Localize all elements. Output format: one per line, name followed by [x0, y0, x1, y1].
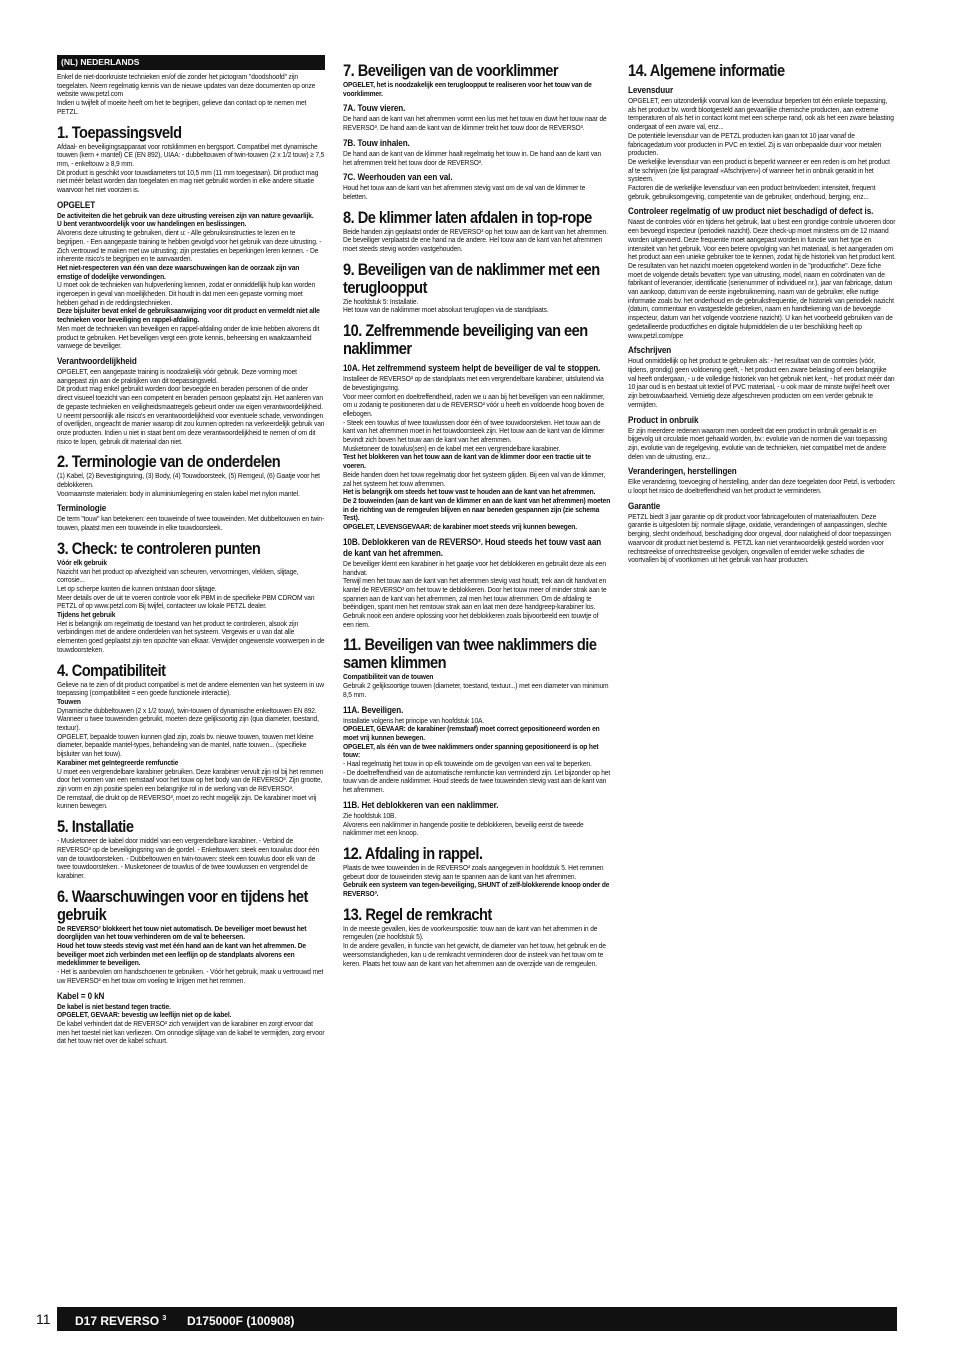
paragraph: De hand aan de kant van de klimmer haalt regelmatig het touw in. De hand aan de kant van het afremmen trekt het touw door de REVERSO³. — [343, 148, 602, 167]
subsection-heading: 7C. Weerhouden van een val. — [343, 172, 453, 183]
bold-paragraph: Gebruik een systeem van tegen-beveiliging, SHUNT of zelf-blokkerende knoop onder de REVERSO³. — [343, 880, 610, 899]
paragraph: Men moet de technieken van beveiligen en rappel-afdaling onder de knie hebben alvorens dit product te gebruiken. Het beveiligen vergt een grote kennis, beheersing en waakzaamheid vanwege de beveiliger. — [57, 323, 320, 351]
column-3 — [628, 55, 896, 1285]
subsection-heading: Controleer regelmatig of uw product niet beschadigd of defect is. — [628, 206, 874, 217]
paragraph: Meer details over de uit te voeren controle voor elk PBM in de specifieke PBM CDROM van PETZL of op www.petzl.com Bij twijfel, contacteer uw lokale PETZL dealer. — [57, 592, 315, 611]
paragraph: - Haal regelmatig het touw in op elk touweinde om de gevolgen van een val te beperken. — [343, 759, 592, 769]
bold-paragraph: Test het blokkeren van het touw aan de kant van de klimmer door een tractie uit te voeren. — [343, 452, 591, 471]
bold-paragraph: Tijdens het gebruik — [57, 610, 116, 620]
paragraph: OPGELET, bepaalde touwen kunnen glad zijn, zoals bv. nieuwe touwen, touwen met kleine diameter, bepaalde mantel-types, behandeling van de mantel, natte touwen... (specifieke bijsluiter van het touw). — [57, 731, 314, 759]
paragraph: De potentiële levensduur van de PETZL producten kan gaan tot 10 jaar vanaf de fabricagedatum voor producten in PVC en textiel. Zij is van onbepaalde duur voor metalen producten. — [628, 130, 882, 158]
section-heading: 14. Algemene informatie — [628, 61, 785, 80]
paragraph: - Het is aanbevolen om handschoenen te gebruiken. - Vóór het gebruik, maak u vertrouwd met uw REVERSO³ en het touw om voeling te krijgen met het remmen. — [57, 967, 324, 985]
bold-paragraph: Karabiner met geïntegreerde remfunctie — [57, 757, 179, 767]
paragraph: De term "touw" kan betekenen: een touweinde of twee touweinden. Met dubbeltouwen en twin-touwen, plaatst men een touweinde in elke touwdoorsteek. — [57, 514, 325, 533]
paragraph: In de andere gevallen, in functie van het gewicht, de diameter van het touw, het gebruik en de weersomstandigheden, kan u de remkracht verminderen door de insteek van het touw om te keren. Plaats het touw aan de kant van het afremmen aan de overzijde van de remgeulen. — [343, 941, 606, 968]
paragraph: De beveiliger klemt een karabiner in het gaatje voor het deblokkeren en gebruikt deze als een handvat. — [343, 558, 606, 577]
product-name: D17 REVERSO — [75, 1314, 160, 1328]
paragraph: Elke verandering, toevoeging of herstelling, ander dan deze toegelaten door Petzl, is verboden: u loopt het risico de doeltreffendheid van het product te verminderen. — [628, 477, 896, 496]
paragraph: In de meeste gevallen, kies de voorkeurspositie: touw aan de kant van het afremmen in de remgeulen (zie hoofdstuk 5). — [343, 923, 598, 942]
paragraph: Plaats de twee touweinden in de REVERSO³ zoals aangegeven in hoofdstuk 5. Het remmen gebeurt door de touweinden stevig aan te spannen aan de kant van het afremmen. — [343, 862, 604, 881]
paragraph: Terwijl men het touw aan de kant van het afremmen stevig vast houdt, trek aan dit handvat en kantel de REVERSO³ om het touw te deblokkeren. Door het touw meer of minder strak aan te spannen aan de kant van het afremmen, zal men het touw afremmen. Om de afdaling te beëindigen, spant men het remtouw strak aan en laat men deze handgreep-karabiner los. — [343, 576, 607, 612]
paragraph: Zie hoofdstuk 10B. — [343, 810, 397, 820]
bold-paragraph: De activiteiten die het gebruik van deze uitrusting vereisen zijn van nature gevaarlijk. — [57, 210, 314, 220]
paragraph: Enkel de niet-doorkruiste technieken en/of die zonder het pictogram "doodshoofd" zijn toegelaten. Neem regelmatig kennis van de nieuwe updates van deze documenten op onze website www.petzl.com — [57, 72, 316, 99]
subsection-heading: Garantie — [628, 500, 661, 511]
subsection-heading: Afschrijven — [628, 345, 672, 356]
paragraph: Dit product is geschikt voor touwdiameters tot 10,5 mm (11 mm toegestaan). Dit product mag niet méér belast worden dan toegelaten en mag niet gebruikt worden in elke andere situatie waarvoor het niet voorzien is. — [57, 167, 319, 195]
paragraph: Beide handen doen het touw regelmatig door het systeem glijden. Bij een val van de klimmer, zal het systeem het touw afremmen. — [343, 469, 606, 488]
subsection-heading: 7B. Touw inhalen. — [343, 137, 410, 148]
paragraph: - De doeltreffendheid van de automatische remfunctie kan verminderd zijn. Let bijzonder op het touw van de andere naklimmer. Houd steeds de twee touweinden stevig vast aan de kant van het afremmen. — [343, 767, 611, 795]
bold-paragraph: OPGELET, GEVAAR: bevestig uw leeflijn niet op de kabel. — [57, 1010, 232, 1020]
section-heading: 8. De klimmer laten afdalen in top-rope — [343, 207, 592, 227]
bold-paragraph: OPGELET, GEVAAR: de karabiner (remstaaf) moet correct gepositioneerd worden en moet vrij kunnen bewegen. — [343, 724, 600, 742]
paragraph: Indien u twijfelt of moeite heeft om het te begrijpen, gelieve dan contact op te nemen met PETZL. — [57, 98, 307, 116]
paragraph: Er zijn meerdere redenen waarom men oordeelt dat een product in onbruik geraakt is en bijgevolg uit circulatie moet gehaald worden, bv.: evolutie van de normen die van toepassing zijn, evolutie van de regelgeving, evolutie van de technieken, niet compatibel met de andere delen van de uitrusting, enz... — [628, 425, 887, 461]
paragraph: De remstaaf, die drukt op de REVERSO³, moet zo recht mogelijk zijn. De karabiner moet vrij kunnen bewegen. — [57, 792, 317, 811]
section-heading: 9. Beveiligen van de naklimmer met een terugloopput — [343, 259, 600, 297]
paragraph: Beide handen zijn geplaatst onder de REVERSO³ op het touw aan de kant van het afremmen. De beveiliger verplaatst de ene hand na de andere. Hel touw aan de kant van het afremmen moet steeds stevig worden vastgehouden. — [343, 226, 608, 254]
subsection-heading: Verantwoordelijkheid — [57, 355, 137, 366]
paragraph: Factoren die de werkelijke levensduur van een product beïnvloeden: intensiteit, frequent gebruik, gebruiksomgeving, competentie van de gebruiker, onderhoud, berging, enz... — [628, 183, 876, 201]
subsection-heading: 11A. Beveiligen. — [343, 704, 404, 715]
bold-paragraph: OPGELET, LEVENSGEVAAR: de karabiner moet steeds vrij kunnen bewegen. — [343, 522, 577, 532]
paragraph: Alvorens deze uitrusting te gebruiken, dient u: - Alle gebruiksinstructies te lezen en te begrijpen. - Een aangepaste training te hebben gevolgd voor het gebruik van deze uitrusting. - Zich vertrouwd te maken met uw uitrusting; zijn prestaties en beperkingen leren kennen. - De inherente risico's te begrijpen en te aanvaarden. — [57, 228, 322, 264]
paragraph: - Steek een touwlus of twee touwlussen door één of twee touwdoorsteken. Het touw aan de kant van het afremmen moet in het touwdoorsteek zijn. Het touw aan de kant van de klimmer bevindt zich boven het touw aan de kant van het afremmen. — [343, 417, 605, 445]
bold-paragraph: Compatibiliteit van de touwen — [343, 672, 434, 682]
column-2 — [343, 55, 611, 1285]
paragraph: Installatie volgens het principe van hoofdstuk 10A. — [343, 715, 485, 725]
section-heading: 5. Installatie — [57, 817, 134, 837]
section-heading: 6. Waarschuwingen voor en tijdens het gebruik — [57, 886, 308, 924]
paragraph: OPGELET, een aangepaste training is noodzakelijk vóór gebruik. Deze vorming moet aangepast zijn aan de praktijken van dit toepassingsveld. — [57, 366, 297, 385]
section-heading: 12. Afdaling in rappel. — [343, 843, 483, 863]
section-heading: 13. Regel de remkracht — [343, 904, 492, 924]
subsection-heading: OPGELET — [57, 199, 96, 210]
paragraph: Het is belangrijk om regelmatig de toestand van het product te controleren, alsook zijn verbindingen met de andere onderdelen van het systeem. Vergewis er u van dat alle elementen goed geplaatst zijn ten opzichte van elkaar. Verwijder ongewenste voorwerpen in de touwdoorsteken. — [57, 618, 325, 654]
subsection-heading: 10A. Het zelfremmend systeem helpt de beveiliger de val te stoppen. — [343, 363, 601, 374]
paragraph: Gebruik nooit een andere oplossing voor het deblokkeren zoals bijvoorbeeld een touwtje of een riem. — [343, 611, 599, 629]
paragraph: Nazicht van het product op afvezigheid van scheuren, vervormingen, vlekken, slijtage, corrosie... — [57, 566, 299, 585]
bold-paragraph: De kabel is niet bestand tegen tractie. — [57, 1001, 171, 1011]
subsection-heading: 11B. Het deblokkeren van een naklimmer. — [343, 799, 499, 810]
language-bar: (NL) NEDERLANDS — [57, 55, 325, 70]
paragraph: Naast de controles vóór en tijdens het gebruik, laat u best een grondige controle uitvoeren door een bevoegd inspecteur (periodiek nazicht). Deze check-up moet minstens om de 12 maand worden uitgevoerd. Deze frequentie moet aangepast worden in functie van het type en intensiteit van het gebruik. Voor een betere opvolging van het materiaal, is het aangeraden om het product aan een unieke gebruiker toe te kennen, zodat hij de historiek van het product kent. De resultaten van het nazicht moeten opgetekend worden in de "productfiche". Deze fiche moet de volgende details bevatten: type van uitrusting, model, naam en coördinaten van de fabrikant of leverancier, identificatie (serienummer of individueel nr.), jaar van fabricage, datum van aankoop, datum van de eerste ingebruikneming, naam van de gebruiker, elke nuttige informatie zoals bv. het onderhoud en de gebruiksfrequentie, de historiek van periodiek nazicht (datum, commentaar en vastgestelde gebreken, naam en handtekening van de bevoegde inspecteur, datum van het volgende voorziene nazicht). U kan het voorbeeld gebruiken van de gedetailleerde productfiches en digitale hulpmiddelen die u ter beschikking heeft op www.petzl.com/ppe — [628, 217, 896, 340]
paragraph: Dynamische dubbeltouwen (2 x 1/2 touw), twin-touwen of dynamische enkeltouwen EN 892. — [57, 705, 317, 715]
paragraph: OPGELET, een uitzonderlijk voorval kan de levensduur beperken tot één enkele toepassing, als het product bv. wordt blootgesteld aan gevaarlijke chemische producten, aan extreme temperaturen of als het in contact komt met een scherpe rand, ook als het een zware belasting ondergaat of een zware val, enz... — [628, 96, 894, 132]
bold-paragraph: De REVERSO³ blokkeert het touw niet automatisch. De beveiliger moet bewust het doorglijden van het touw verhinderen om de val te beheersen. — [57, 923, 307, 942]
paragraph: Voor meer comfort en doeltreffendheid, raden we u aan bij het beveiligen van een naklimmer, om u zodanig te positioneren dat u de REVERSO³ vóór u heeft en voldoende hoog boven de ellebogen. — [343, 391, 605, 418]
page-number: 11 — [36, 1311, 51, 1327]
bold-paragraph: Het niet-respecteren van één van deze waarschuwingen kan de oorzaak zijn van ernstige of dodelijke verwondingen. — [57, 262, 300, 281]
paragraph: U moet ook de technieken van hulpverlening kennen, zodat er onmiddellijk hulp kan worden ingeroepen in geval van moeilijkheden. Dit houdt in dat men een gepaste vorming moet hebben gehad in de reddingstechnieken. — [57, 280, 316, 307]
bold-paragraph: Touwen — [57, 696, 81, 706]
paragraph: Gebruik 2 gelijksoortige touwen (diameter, toestand, textuur...) met een diameter van minimum 8,5 mm. — [343, 681, 609, 699]
paragraph: Zie hoofdstuk 5: Installatie. — [343, 296, 419, 306]
paragraph: (1) Kabel, (2) Bevestigingsring, (3) Body, (4) Touwdoorsteek, (5) Remgeul, (6) Gaatje voor het deblokkeren. — [57, 471, 320, 490]
section-heading: 2. Terminologie van de onderdelen — [57, 452, 281, 472]
bold-paragraph: OPGELET, het is noodzakelijk een terugloopput te realiseren voor het touw van de voorklimmer. — [343, 80, 592, 98]
footer-bar — [57, 1307, 897, 1331]
subsection-heading: Veranderingen, herstellingen — [628, 466, 737, 477]
product-superscript: 3 — [162, 1315, 167, 1322]
paragraph: Let op scherpe kanten die kunnen ontstaan door slijtage. — [57, 583, 217, 593]
paragraph: De hand aan de kant van het afremmen vormt een lus met het touw en duwt het touw naar de REVERSO³. De hand aan de kant van de klimmer trekt het touw door de REVERSO³. — [343, 114, 607, 133]
paragraph: Voornaamste materialen: body in aluminiumlegering en stalen kabel met nylon mantel. — [57, 488, 300, 498]
paragraph: Wanneer u twee touweinden gebruikt, moeten deze gelijksoortig zijn (qua diameter, toestand, textuur). — [57, 714, 319, 733]
paragraph: Gelieve na te zien of dit product compatibel is met de andere elementen van het systeem in uw toepassing (compatibiliteit = een goede functionele interactie). — [57, 679, 324, 698]
bold-paragraph: Deze bijsluiter bevat enkel de gebruiksaanwijzing voor dit product en vermeldt niet alle technieken voor beveiliging en rappel-afdaling. — [57, 306, 320, 325]
paragraph: Installeer de REVERSO³ op de standplaats met een vergrendelbare karabiner, uitsluitend via de bevestigingsring. — [343, 374, 604, 392]
subsection-heading: 10B. Deblokkeren van de REVERSO³. Houd steeds het touw vast aan de kant van het afremmen. — [343, 536, 602, 558]
subsection-heading: Terminologie — [57, 503, 107, 514]
subsection-heading: Levensduur — [628, 85, 674, 95]
paragraph: Houd onmiddellijk op het product te gebruiken als: - het resultaat van de controles (vóór, tijdens, grondig) geen voldoening geeft, - het product een zware belasting of een belangrijke val heeft ondergaan, - u de volledige historiek van het gebruik niet kent, - het product méér dan 10 jaar oud is en bestaat uit textiel of PVC materiaal, - u ook maar de minste twijfel heeft over zijn betrouwbaarheid. Vernietig deze afgeschreven producten om een verder gebruik te vermijden. — [628, 356, 895, 409]
paragraph: Afdaal- en beveiligingsapparaat voor rotsklimmen en bergsport. Compatibel met dynamische touwen (kern + mantel) CE (EN 892), UIAA: - dubbeltouwen of twin-touwen (2 x 1/2 touw) ≥ 7,5 mm, - enkeltouw ≥ 8,9 mm. — [57, 141, 325, 168]
section-heading: 10. Zelfremmende beveiliging van een naklimmer — [343, 321, 588, 359]
paragraph: Musketoneer de touwlus(sen) en de kabel met een vergrendelbare karabiner. — [343, 443, 561, 453]
column-1 — [57, 55, 325, 1285]
paragraph: - Musketoneer de kabel door middel van een vergrendelbare karabiner. - Verbind de REVERSO³ op de beveiligingsring van de gordel. - Enkeltouwen: steek een touwlus door één van de touwdoorsteken. - Dubbeltouwen en twin-touwen: steek een touwlus door elk van de twee touwdoorsteken. - Musketoneer de touwlus of de twee touwlussen en vergrendel de karabiner. — [57, 836, 320, 880]
paragraph: U neemt persoonlijk alle risico's en verantwoordelijkheid voor eventuele schade, verwondingen of overlijden, ongeacht de manier waarop dit zou kunnen optreden na verkeerdelijk gebruik van onze producten. Indien u niet in staat bent om deze verantwoordelijkheid te nemen of om dit risico te lopen, gebruik dit materiaal dan niet. — [57, 410, 325, 446]
document-code: D175000F (100908) — [186, 1314, 295, 1328]
bold-paragraph: Vóór elk gebruik — [57, 557, 107, 567]
subsection-heading: 7A. Touw vieren. — [343, 103, 406, 114]
paragraph: De werkelijke levensduur van een product is beperkt wanneer er een reden is om het product af te schrijven (zie lijst paragraaf «Afschrijven») of wanneer het in onbruik geraakt in het systeem. — [628, 156, 890, 184]
bold-paragraph: De 2 touweinden (aan de kant van de klimmer en aan de kant van het afremmen) moeten in de richting van de remgeulen blijven en naar beneden gespannen zijn (zie schema Test). — [343, 495, 611, 523]
bold-paragraph: U bent verantwoordelijk voor uw handelingen en beslissingen. — [57, 219, 247, 229]
bold-paragraph: OPGELET, als één van de twee naklimmers onder spanning gepositioneerd is op het touw: — [343, 741, 599, 760]
paragraph: Alvorens een naklimmer in hangende positie te deblokkeren, beveilig eerst de tweede naklimmer met een knoop. — [343, 819, 584, 838]
subsection-heading: Product in onbruik — [628, 414, 699, 425]
section-heading: 11. Beveiligen van twee naklimmers die samen klimmen — [343, 635, 597, 673]
paragraph: U moet een vergrendelbare karabiner gebruiken. Deze karabiner vervult zijn rol bij het remmen door het vormen van een remstaaf voor het touw op het body van de REVERSO³. Zijn grootte, zijn vorm en zijn positie spelen een belangrijke rol in de werking van de REVERSO³. — [57, 766, 324, 793]
subsection-heading: Kabel = 0 kN — [57, 990, 105, 1001]
section-heading: 3. Check: te controleren punten — [57, 538, 261, 558]
paragraph: Dit product mag enkel gebruikt worden door bevoegde en beraden personen of die onder direct visueel toezicht van een competent en beraden persoon geplaatst zijn. Het aanleren van de gepaste technieken en veiligheidsmaatregels gebeurt onder uw eigen verantwoordelijkheid. — [57, 384, 323, 411]
section-heading: 4. Compatibiliteit — [57, 660, 166, 680]
section-heading: 7. Beveiligen van de voorklimmer — [343, 61, 559, 80]
bold-paragraph: Houd het touw steeds stevig vast met één hand aan de kant van het afremmen. De beveiliger moet zich verbinden met een leeflijn op de standplaats alvorens een medeklimmer te beveiligen. — [57, 941, 306, 968]
section-heading: 1. Toepassingsveld — [57, 122, 182, 142]
paragraph: Houd het touw aan de kant van het afremmen stevig vast om de val van de klimmer te beletten. — [343, 183, 586, 201]
paragraph: Het touw van de naklimmer moet absoluut teruglopen via de standplaats. — [343, 305, 549, 315]
paragraph: De kabel verhindert dat de REVERSO³ zich verwijdert van de karabiner en zorgt ervoor dat men het toestel niet kan verliezen. Om onnodige slijtage van de kabel te vermijden, zorg ervoor dat het touw niet over de kabel schuurt. — [57, 1018, 325, 1046]
paragraph: PETZL biedt 3 jaar garantie op dit product voor fabricagefouten of materiaalfouten. Deze garantie is uitgesloten bij: normale slijtage, oxidatie, veranderingen of aanpassingen, slechte berging, slecht onderhoud, beschadiging door ongeval, door nalatigheid of door toepassingen waarvoor dit product niet bestemd is. PETZL kan niet verantwoordelijk gesteld worden voor rechtstreekse of onrechtstreekse gevolgen, ongevallen of eender welke schades die voortvallen bij of voortkomen uit het gebruik van haar producten. — [628, 511, 891, 565]
bold-paragraph: Het is belangrijk om steeds het touw vast te houden aan de kant van het afremmen. — [343, 487, 596, 497]
